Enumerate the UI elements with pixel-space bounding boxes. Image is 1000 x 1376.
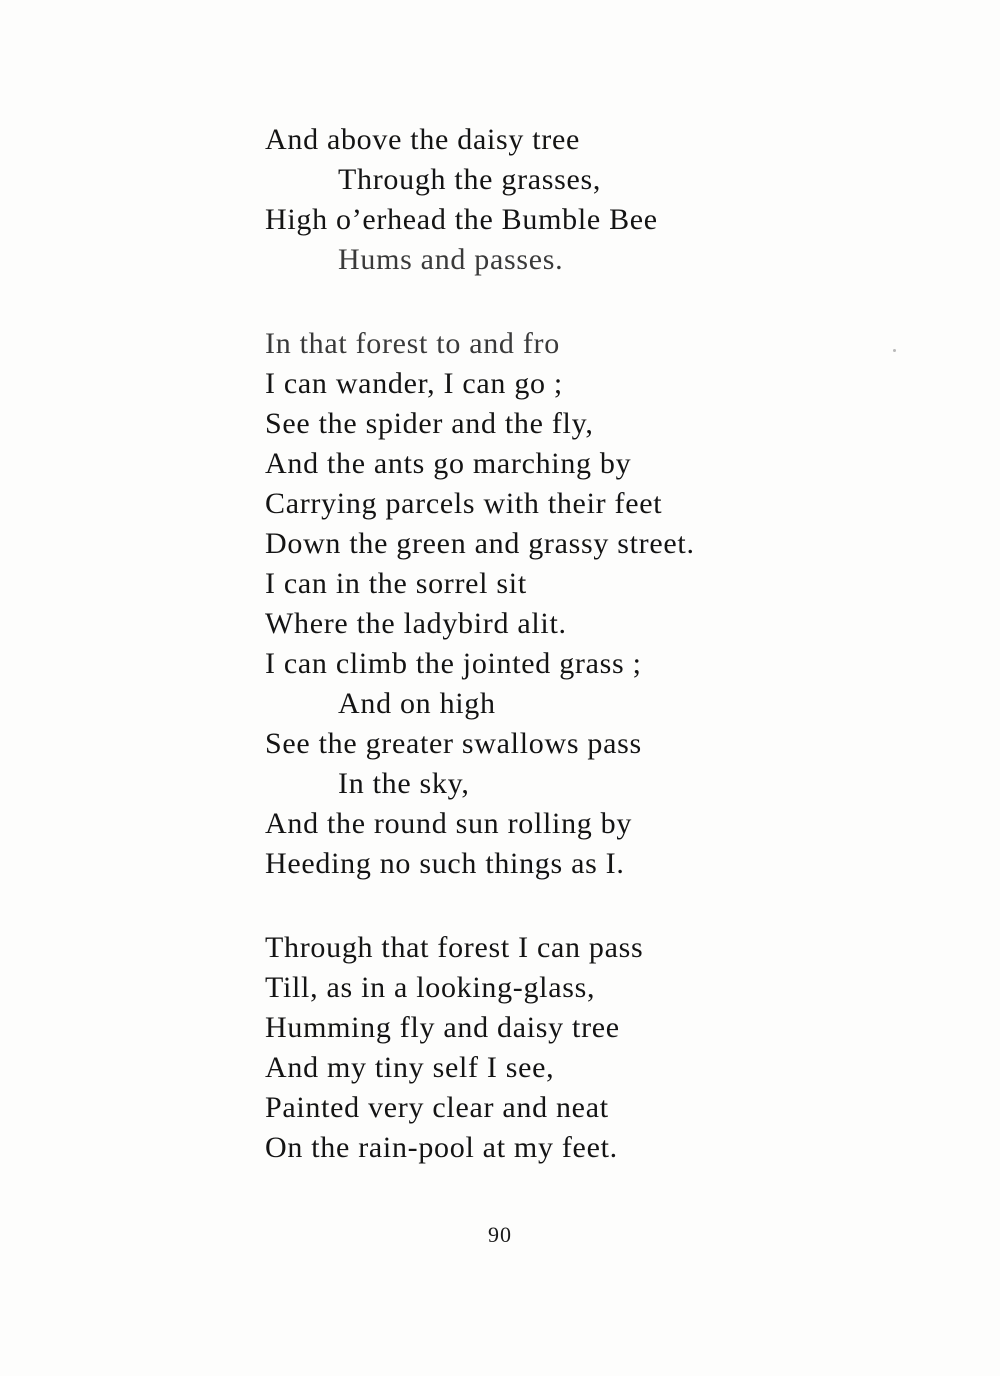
poem-line: And above the daisy tree [265, 123, 581, 156]
poem-line: Carrying parcels with their feet [265, 487, 663, 520]
poem-line: And on high [338, 687, 496, 720]
poem-line: High o’erhead the Bumble Bee [265, 203, 658, 236]
poem-line: I can wander, I can go ; [265, 367, 563, 400]
poem-line: And my tiny self I see, [265, 1051, 555, 1084]
paper-speck [893, 349, 896, 352]
poem-line: And the round sun rolling by [265, 807, 633, 840]
poem-body [0, 120, 1000, 1168]
poem-line: Hums and passes. [338, 243, 564, 276]
poem-line: Through that forest I can pass [265, 931, 644, 964]
poem-line: On the rain-pool at my feet. [265, 1131, 618, 1164]
poem-line: Humming fly and daisy tree [265, 1011, 620, 1044]
page-number: 90 [488, 1222, 512, 1247]
stanza [0, 324, 1000, 884]
poem-line: See the spider and the fly, [265, 407, 594, 440]
poem-line: Down the green and grassy street. [265, 527, 695, 560]
poem-line: See the greater swallows pass [265, 727, 642, 760]
poem-line: Where the ladybird alit. [265, 607, 567, 640]
poem-line: Through the grasses, [338, 163, 602, 196]
poem-line: In the sky, [338, 767, 470, 800]
poem-line: Heeding no such things as I. [265, 847, 625, 880]
stanza [0, 928, 1000, 1168]
poem-line: Till, as in a looking-glass, [265, 971, 596, 1004]
poem-line: And the ants go marching by [265, 447, 632, 480]
poem-line: In that forest to and fro [265, 327, 560, 360]
poem-line: I can climb the jointed grass ; [265, 647, 642, 680]
poem-line: Painted very clear and neat [265, 1091, 609, 1124]
poem-line: I can in the sorrel sit [265, 567, 527, 600]
stanza [0, 120, 1000, 280]
